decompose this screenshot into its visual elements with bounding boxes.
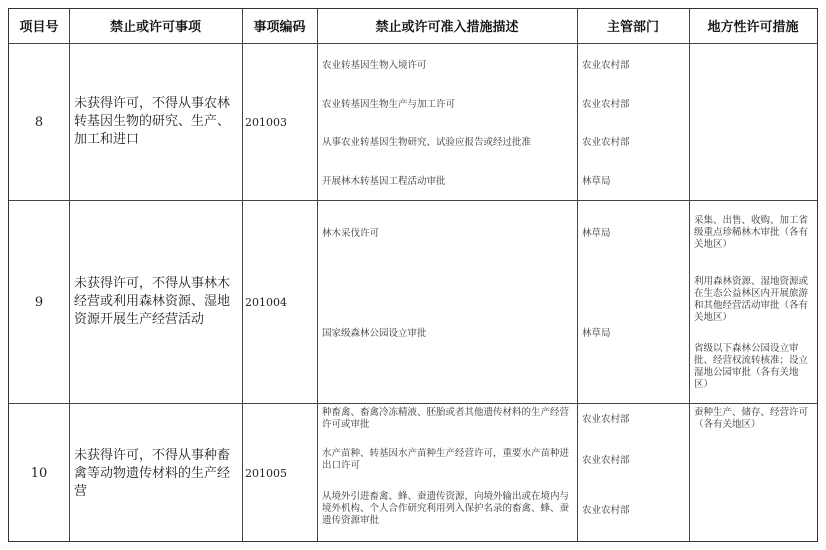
column-divider bbox=[689, 9, 690, 541]
row-number: 9 bbox=[34, 294, 44, 310]
local-measure-text: 利用森林资源、湿地资源或在生态公益林区内开展旅游和其他经营活动审批（各有关地区） bbox=[694, 276, 809, 323]
header-code: 事项编码 bbox=[253, 20, 306, 35]
department-text: 农业农村部 bbox=[582, 137, 630, 148]
department-text: 农业农村部 bbox=[582, 505, 630, 516]
column-divider bbox=[317, 9, 318, 541]
measure-text: 开展林木转基因工程活动审批 bbox=[322, 176, 446, 187]
item-description: 未获得许可，不得从事农林转基因生物的研究、生产、加工和进口 bbox=[74, 96, 231, 147]
local-measure-text: 采集、出售、收购、加工省级重点珍稀林木审批（各有关地区） bbox=[694, 215, 809, 250]
header-id: 项目号 bbox=[19, 20, 59, 35]
local-measure-text: 省级以下森林公园设立审批、经营权流转核准；设立湿地公园审批（各有关地区） bbox=[694, 343, 809, 390]
header-measures: 禁止或许可准入措施描述 bbox=[375, 20, 519, 35]
department-text: 林草局 bbox=[582, 228, 611, 239]
item-code: 201005 bbox=[245, 467, 287, 480]
row-number: 10 bbox=[30, 466, 48, 481]
row-number: 8 bbox=[34, 114, 44, 130]
department-text: 农业农村部 bbox=[582, 414, 630, 425]
permit-table bbox=[8, 8, 818, 542]
department-text: 农业农村部 bbox=[582, 99, 630, 110]
department-text: 农业农村部 bbox=[582, 60, 630, 71]
item-description: 未获得许可，不得从事林木经营或利用森林资源、湿地资源开展生产经营活动 bbox=[74, 276, 231, 327]
measure-text: 林木采伐许可 bbox=[322, 228, 380, 239]
measure-text: 水产苗种、转基因水产苗种生产经营许可，重要水产苗种进出口许可 bbox=[322, 448, 570, 471]
item-code: 201003 bbox=[245, 115, 287, 129]
header-dept: 主管部门 bbox=[606, 20, 659, 35]
item-code: 201004 bbox=[245, 295, 287, 309]
measure-text: 农业转基因生物入境许可 bbox=[322, 60, 427, 71]
measure-text: 农业转基因生物生产与加工许可 bbox=[322, 99, 456, 110]
measure-text: 国家级森林公园设立审批 bbox=[322, 328, 427, 339]
column-divider bbox=[577, 9, 578, 541]
local-measure-text: 蚕种生产、储存、经营许可（各有关地区） bbox=[694, 407, 809, 430]
header-item: 禁止或许可事项 bbox=[109, 20, 201, 35]
header-local: 地方性许可措施 bbox=[707, 20, 799, 35]
department-text: 农业农村部 bbox=[582, 455, 630, 466]
measure-text: 从事农业转基因生物研究、试验应报告或经过批准 bbox=[322, 137, 532, 148]
department-text: 林草局 bbox=[582, 328, 611, 339]
item-description: 未获得许可，不得从事种畜禽等动物遗传材料的生产经营 bbox=[74, 447, 231, 499]
measure-text: 种畜禽、畜禽冷冻精液、胚胎或者其他遗传材料的生产经营许可或审批 bbox=[322, 407, 570, 430]
department-text: 林草局 bbox=[582, 176, 611, 187]
measure-text: 从境外引进畜禽、蜂、蚕遗传资源，向境外输出或在境内与境外机构、个人合作研究利用列入保护名录的畜禽、蜂、蚕遗传资源审批 bbox=[322, 491, 570, 526]
